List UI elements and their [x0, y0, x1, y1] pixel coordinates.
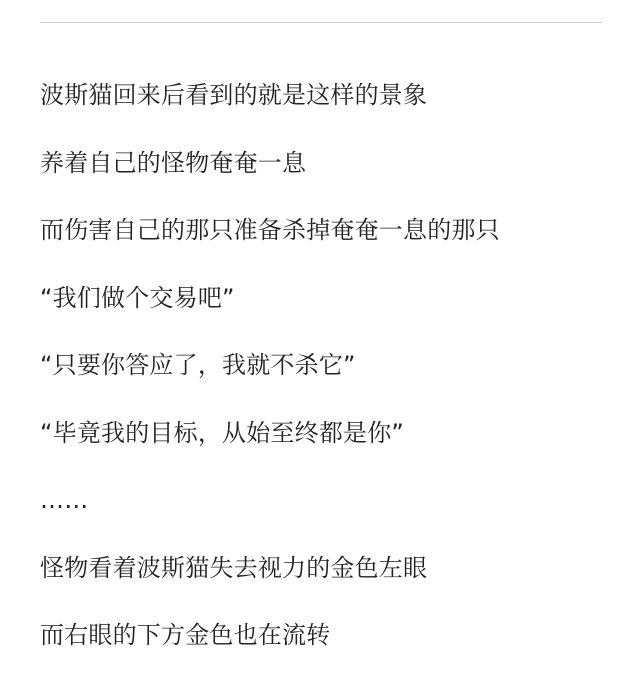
paragraph-line: 波斯猫回来后看到的就是这样的景象	[40, 81, 428, 109]
paragraph-line: “我们做个交易吧”	[40, 283, 235, 312]
paragraph-line: 养着自己的怪物奄奄一息	[40, 148, 307, 177]
paragraph-line: “只要你答应了，我就不杀它”	[40, 351, 356, 379]
paragraph-line: ……	[40, 486, 89, 514]
paragraph-line: “毕竟我的目标，从始至终都是你”	[40, 418, 405, 447]
paragraph-line: 怪物看着波斯猫失去视力的金色左眼	[40, 553, 428, 582]
article-body	[40, 78, 602, 686]
paragraph-line: 而伤害自己的那只准备杀掉奄奄一息的那只	[40, 216, 500, 244]
paragraph-line: 而右眼的下方金色也在流转	[40, 621, 331, 649]
top-divider	[40, 22, 602, 23]
